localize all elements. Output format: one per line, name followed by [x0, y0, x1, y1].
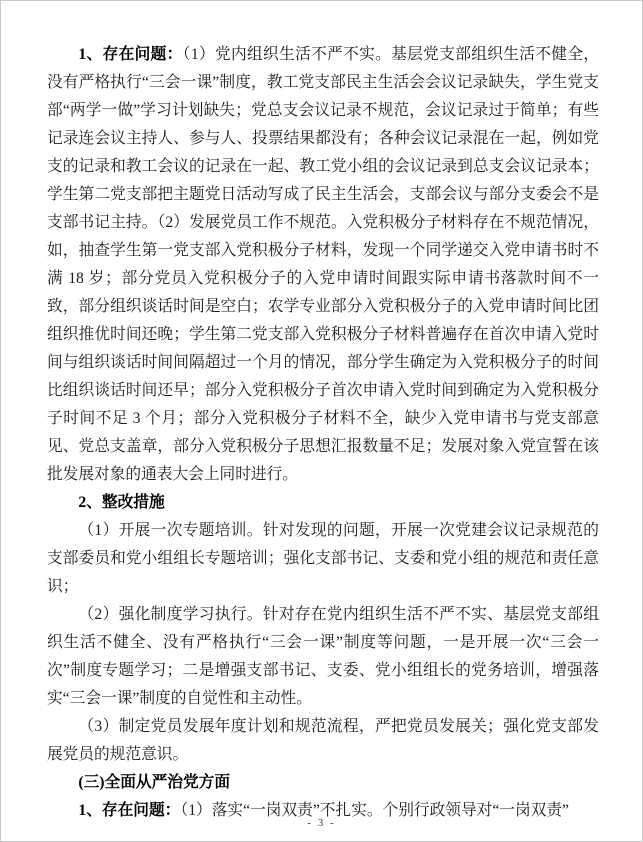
paragraph-measure-2 — [47, 601, 599, 713]
paragraph-text: （1）党内组织生活不严不实。基层党支部组织生活不健全，没有严格执行“三会一课”制度，教工党支部民主生活会会议记录缺失，学生党支部“两学一做”学习计划缺失；党总支会议记录不规范，会议记录过于简单；有些记录连会议主持人、参与人、投票结果都没有；各种会议记录混在一起，例如党支的记录和教工会议的记录在一起、教工党小组的会议记录到总支会议记录本；学生第二党支部把主题党日活动写成了民主生活会，支部会议与部分支委会不是支部书记主持。（2）发展党员工作不规范。入党积极分子材料存在不规范情况，如，抽查学生第一党支部入党积极分子材料，发现一个同学递交入党申请书时不满 18 岁；部分党员入党积极分子的入党申请时间跟实际申请书落款时间不一致，部分组织谈话时间是空白；农学专业部分入党积极分子的入党申请时间比团组织推优时间还晚；学生第二党支部入党积极分子材料普遍存在首次申请入党时间与组织谈话时间间隔超过一个月的情况，部分学生确定为入党积极分子的时间比组织谈话时间还早；部分入党积极分子首次申请入党时间到确定为入党积极分子时间不足 3 个月；部分入党积极分子材料不全，缺少入党申请书与党支部意见、党总支盖章，部分入党积极分子思想汇报数量不足；发展对象入党宣誓在该批发展对象的通表大会上同时进行。 — [47, 46, 600, 483]
paragraph-measure-3 — [47, 713, 599, 769]
paragraph-measure-1 — [47, 517, 599, 601]
document-body — [47, 41, 599, 825]
bold-lead-existing-problems: 1、存在问题： — [78, 46, 183, 63]
paragraph-existing-problems-1 — [47, 41, 599, 489]
paragraph-text: （1）开展一次专题培训。针对发现的问题，开展一次党建会议记录规范的支部委员和党小组组长专题培训；强化支部书记、支委和党小组的规范和责任意识； — [47, 522, 599, 595]
paragraph-text: （3）制定党员发展年度计划和规范流程，严把党员发展关；强化党支部发展党员的规范意识。 — [47, 718, 599, 763]
heading-rectification-measures: 2、整改措施 — [78, 494, 165, 511]
paragraph-text: （1）落实“一岗双责”不扎实。个别行政领导对“一岗双责” — [180, 802, 570, 819]
paragraph-text: （2）强化制度学习执行。针对存在党内组织生活不严不实、基层党支部组织生活不健全、没有严格执行“三会一课”制度等问题，一是开展一次“三会一次”制度专题学习；二是增强支部书记、支委、党小组组长的党务培训，增强落实“三会一课”制度的自觉性和主动性。 — [47, 606, 599, 707]
bold-lead-existing-problems: 1、存在问题： — [78, 802, 181, 819]
heading-section-three-strict-party-governance: (三)全面从严治党方面 — [78, 774, 231, 791]
page-number: - 3 - — [307, 817, 336, 829]
